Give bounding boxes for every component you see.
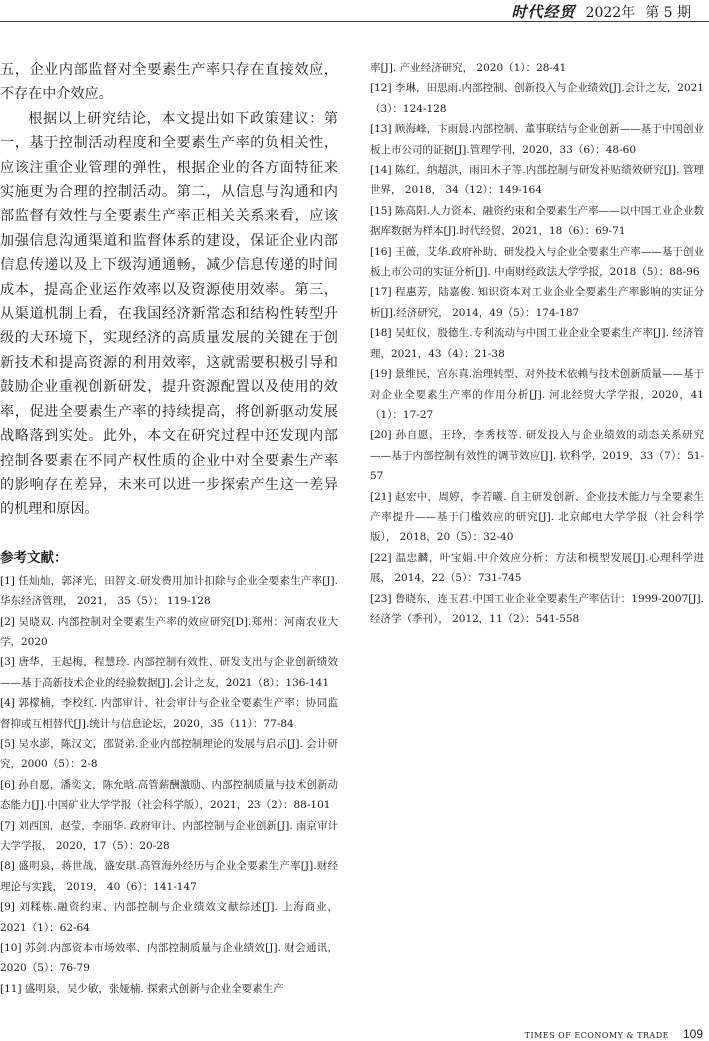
footer-magazine-name: TIMES OF ECONOMY & TRADE: [524, 1031, 669, 1040]
reference-item: [10] 苏剑.内部资本市场效率、内部控制质量与企业绩效[J]. 财会通讯，2020（5）：76-79: [0, 942, 338, 975]
reference-item: [5] 吴水澎，陈汉文，邵贤弟.企业内部控制理论的发展与启示[J]. 会计研究，2000（5）：2-8: [0, 737, 338, 771]
reference-item: [22] 温忠麟，叶宝娟.中介效应分析：方法和模型发展[J].心理科学进展， 2014，22（5）：731-745: [370, 551, 704, 585]
reference-item: [1] 任灿灿，郭泽光，田智文.研发费用加计扣除与企业全要素生产率[J].华东经济管理， 2021， 35（5）： 119-128: [0, 574, 338, 608]
right-column: [370, 58, 704, 629]
reference-item: [6] 孙自愿，潘奕文，陈允晗.高管薪酬激励、内部控制质量与技术创新动态能力[J].中国矿业大学学报（社会科学版），2021，23（2）：88-101: [0, 778, 338, 812]
reference-item: [15] 陈高阳.人力资本、融资约束和全要素生产率——以中国工业企业数据库数据为样本[J].时代经贸，2021，18（6）：69-71: [370, 204, 704, 238]
reference-item: [11] 盛明泉，吴少敏，张娅楠. 探索式创新与企业全要素生产: [0, 982, 284, 995]
reference-item: [17] 程惠芳，陆嘉俊. 知识资本对工业企业全要素生产率影响的实证分析[J].经济研究， 2014，49（5）：174-187: [370, 286, 704, 319]
page-number: 109: [682, 1027, 703, 1041]
reference-item: 率[J]. 产业经济研究， 2020（1）：28-41: [370, 62, 567, 74]
reference-item: [20] 孙自愿，王玲，李秀枝等. 研发投入与企业绩效的动态关系研究——基于内部控制有效性的调节效应[J]. 软科学，2019，33（7）：51-57: [370, 429, 704, 483]
magazine-name: 时代经贸: [511, 3, 576, 21]
reference-item: [14] 陈红，纳超洪，雨田木子等.内部控制与研发补贴绩效研究[J]. 管理世界， 2018， 34（12）：149-164: [370, 164, 704, 197]
reference-item: [2] 吴晓双. 内部控制对全要素生产率的效应研究[D].郑州：河南农业大学，2020: [0, 615, 338, 648]
reference-item: [18] 吴虹仪，殷德生.专利流动与中国工业企业全要素生产率[J]. 经济管理，2021，43（4）：21-38: [370, 327, 704, 360]
reference-item: [8] 盛明泉，蒋世战，盛安琪.高管海外经历与企业全要素生产率[J].财经理论与实践， 2019， 40（6）：141-147: [0, 860, 338, 893]
issue-year: 2022年: [585, 5, 636, 21]
header-info: [512, 1, 691, 22]
reference-list-right: [370, 58, 704, 629]
reference-item: [21] 赵宏中，周婷，李若曦. 自主研发创新、企业技术能力与全要素生产率提升——基于门槛效应的研究[J]. 北京邮电大学学报（社会科学版）， 2018，20（5）：32-40: [370, 490, 704, 544]
body-text: [0, 58, 338, 522]
body-paragraph-2: 根据以上研究结论，本文提出如下政策建议：第一，基于控制活动程度和全要素生产率的负相关性，应该注重企业管理的弹性，根据企业的各方面特征来实施更为合理的控制活动。第二，从信息与沟通和内部监督有效性与全要素生产率正相关关系来看，应该加强信息沟通渠道和监督体系的建设，保证企业内部信息传递以及上下级沟通通畅，减少信息传递的时间成本，提高企业运作效率以及资源使用效率。第三，从渠道机制上看，在我国经济新常态和结构性转型升级的大环境下，实现经济的高质量发展的关键在于创新技术和提高资源的利用效率，这就需要积极引导和鼓励企业重视创新研发，提升资源配置以及使用的效率，促进全要素生产率的持续提高，将创新驱动发展战略落到实处。此外，本文在研究过程中还发现内部控制各要素在不同产权性质的企业中对全要素生产率的影响存在差异，未来可以进一步探索产生这一差异的机理和原因。: [0, 110, 338, 518]
reference-item: [4] 郭檬楠，李校红. 内部审计、社会审计与企业全要素生产率：协同监督抑或互相替代[J].统计与信息论坛，2020，35（11）：77-84: [0, 697, 338, 730]
reference-item: [19] 景维民，宫东真.治理转型、对外技术依赖与技术创新质量——基于对企业全要素生产率的作用分析[J]. 河北经贸大学学报，2020，41（1）：17-27: [370, 368, 704, 421]
issue-number: 第 5 期: [645, 5, 691, 21]
reference-list-left: [0, 571, 338, 1000]
reference-item: [7] 刘西国，赵莹，李丽华. 政府审计、内部控制与企业创新[J]. 南京审计大学学报， 2020，17（5）：20-28: [0, 819, 338, 852]
reference-item: [13] 顾海峰，卞雨晨.内部控制、董事联结与企业创新——基于中国创业板上市公司的证据[J].管理学刊，2020，33（6）：48-60: [370, 123, 704, 156]
reference-item: [23] 鲁晓东，连玉君.中国工业企业全要素生产率估计：1999-2007[J]. 经济学（季刊）， 2012，11（2）：541-558: [370, 592, 704, 625]
references-heading: 参考文献：: [0, 549, 68, 566]
running-header: [0, 0, 709, 22]
left-column: [0, 58, 338, 999]
reference-item: [12] 李琳，田思雨.内部控制、创新投入与企业绩效[J].会计之友，2021（3）：124-128: [370, 82, 704, 115]
reference-item: [9] 刘糅栋.融资约束、内部控制与企业绩效文献综述[J]. 上海商业，2021（1）：62-64: [0, 901, 338, 934]
body-paragraph-1: 五，企业内部监督对全要素生产率只存在直接效应，不存在中介效应。: [0, 62, 338, 103]
running-footer: [510, 1027, 703, 1041]
reference-item: [16] 王薇，艾华.政府补助、研发投入与企业全要素生产率——基于创业板上市公司的实证分析[J]. 中南财经政法大学学报，2018（5）：88-96: [370, 245, 704, 279]
header-rule: [0, 21, 709, 22]
reference-item: [3] 唐华，王起梅，程慧玲. 内部控制有效性、研发支出与企业创新绩效——基于高新技术企业的经验数据[J].会计之友，2021（8）：136-141: [0, 656, 338, 689]
